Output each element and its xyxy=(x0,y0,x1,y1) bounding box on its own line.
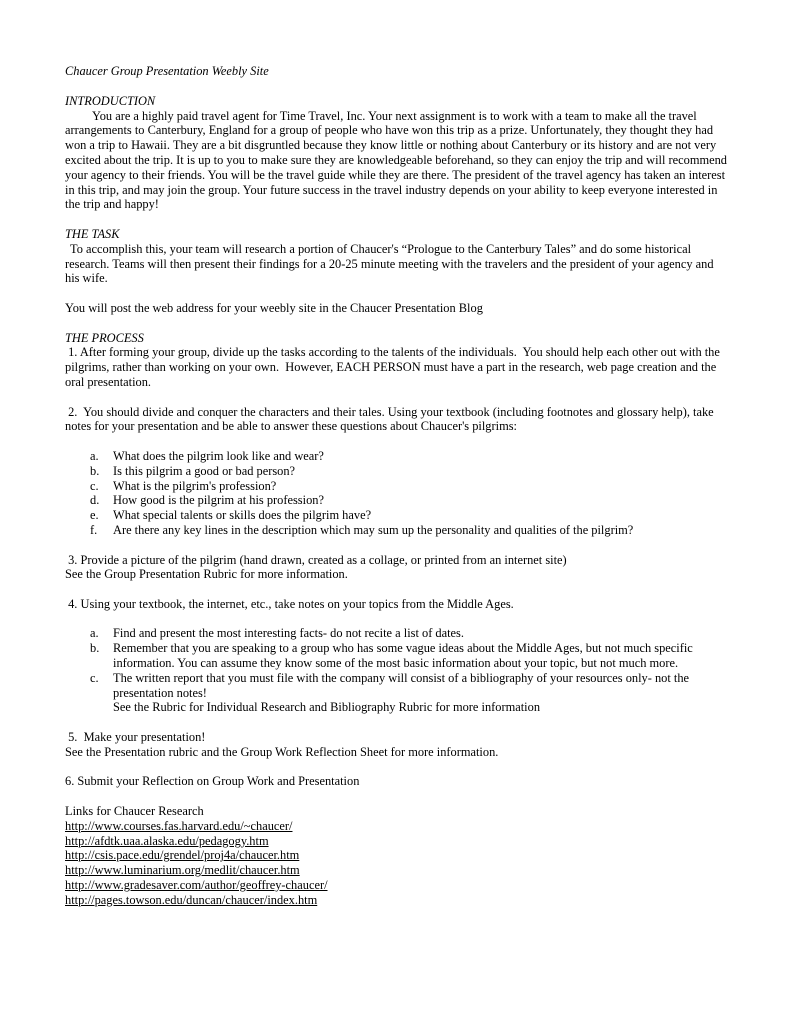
process-step-3-note: See the Group Presentation Rubric for more information. xyxy=(65,567,348,582)
pilgrim-questions-list xyxy=(65,449,730,538)
introduction-body: You are a highly paid travel agent for Time Travel, Inc. Your next assignment is to work with a team to make all the travel arrangements to Canterbury, England for a group of people who have won this trip as a prize. Unfortunately, they thought they had won a trip to Hawaii. They are a bit disgruntled because they know little or nothing about Canterbury or its history and are not very excited about the trip. It is up to you to make sure they are knowledgeable beforehand, so they can enjoy the trip and will recommend your agency to their friends. You will be the travel guide while they are there. The president of the travel agency has taken an interest in this trip, and may join the group. Your future success in the travel industry depends on your ability to keep everyone interested in the trip and happy! xyxy=(65,108,728,212)
research-links xyxy=(65,804,730,908)
list-item: b. Is this pilgrim a good or bad person? xyxy=(90,463,296,478)
document-title: Chaucer Group Presentation Weebly Site xyxy=(65,64,269,78)
introduction-heading: INTRODUCTION xyxy=(65,93,156,108)
process-step-4: 4. Using your textbook, the internet, etc., take notes on your topics from the Middle Ages. xyxy=(65,596,514,611)
process-step-3: 3. Provide a picture of the pilgrim (hand drawn, created as a collage, or printed from an internet site) xyxy=(65,552,567,567)
links-heading: Links for Chaucer Research xyxy=(65,804,204,819)
link-pace-grendel[interactable]: http://csis.pace.edu/grendel/proj4a/chaucer.htm xyxy=(65,848,300,863)
task-heading: THE TASK xyxy=(65,226,120,241)
link-harvard-chaucer[interactable]: http://www.courses.fas.harvard.edu/~chaucer/ xyxy=(65,818,293,833)
list-item: e. What special talents or skills does the pilgrim have? xyxy=(90,508,372,523)
link-luminarium[interactable]: http://www.luminarium.org/medlit/chaucer.htm xyxy=(65,863,300,878)
link-towson[interactable]: http://pages.towson.edu/duncan/chaucer/index.htm xyxy=(65,892,318,907)
process-step-2: 2. You should divide and conquer the characters and their tales. Using your textbook (including footnotes and glossary help), take notes for your presentation and be able to answer these questions about Chaucer's pilgrims: xyxy=(65,404,717,434)
link-alaska-pedagogy[interactable]: http://afdtk.uaa.alaska.edu/pedagogy.htm xyxy=(65,833,269,848)
link-gradesaver[interactable]: http://www.gradesaver.com/author/geoffrey-chaucer/ xyxy=(65,878,328,893)
process-heading: THE PROCESS xyxy=(65,330,144,345)
middle-ages-list xyxy=(65,626,730,700)
list-item: a. What does the pilgrim look like and wear? xyxy=(90,448,324,463)
list-item: a. Find and present the most interesting facts- do not recite a list of dates. xyxy=(90,626,464,641)
list-item: c. What is the pilgrim's profession? xyxy=(90,478,277,493)
process-step-4-note: See the Rubric for Individual Research and Bibliography Rubric for more information xyxy=(113,700,541,715)
process-step-6: 6. Submit your Reflection on Group Work and Presentation xyxy=(65,774,360,789)
process-step-5-note: See the Presentation rubric and the Group Work Reflection Sheet for more information. xyxy=(65,744,499,759)
list-item: b. Remember that you are speaking to a group who has some vague ideas about the Middle Ages, but not much specific information. You can assume they know some of the most basic information about your topic, but not much more. xyxy=(90,641,693,671)
blog-note: You will post the web address for your weebly site in the Chaucer Presentation Blog xyxy=(65,300,483,315)
document-page xyxy=(65,64,730,908)
process-step-1: 1. After forming your group, divide up the tasks according to the talents of the individuals. You should help each other out with the pilgrims, rather than working on your own. However, EACH PERSON must have a part in the research, web page creation and the oral presentation. xyxy=(65,345,723,389)
list-item: d. How good is the pilgrim at his profession? xyxy=(90,493,324,508)
list-item: c. The written report that you must file with the company will consist of a bibliography of your resources only- not the presentation notes! xyxy=(90,670,690,700)
task-body: To accomplish this, your team will research a portion of Chaucer's “Prologue to the Canterbury Tales” and do some historical research. Teams will then present their findings for a 20-25 minute meeting with the travelers and the president of your agency and his wife. xyxy=(65,241,714,286)
process-step-5: 5. Make your presentation! xyxy=(65,730,206,745)
list-item: f. Are there any key lines in the description which may sum up the personality and qualities of the pilgrim? xyxy=(90,522,634,537)
